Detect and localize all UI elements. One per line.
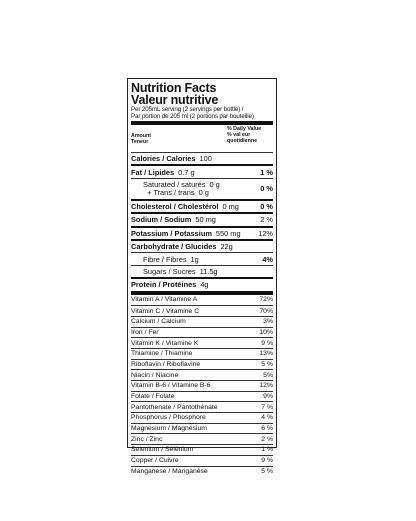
vitamin-row xyxy=(131,423,273,434)
vitamin-dv: 70% xyxy=(259,307,273,315)
sodium-dv: 2 % xyxy=(260,215,273,225)
vitamin-row xyxy=(131,412,273,423)
saturated-trans-dv: 0 % xyxy=(260,184,273,194)
vitamin-dv: 9 % xyxy=(261,457,273,465)
vitamin-row xyxy=(131,369,273,380)
vitamin-dv: 3% xyxy=(263,318,273,326)
potassium-label: Potassium / Potassium xyxy=(131,228,212,238)
fat-row xyxy=(131,166,273,177)
vitamin-label: Vitamin A / Vitamine A xyxy=(131,296,198,304)
vitamin-row xyxy=(131,359,273,370)
vitamin-dv: 9 % xyxy=(261,339,273,347)
vitamin-row xyxy=(131,348,273,359)
fibre-amount: 1g xyxy=(190,254,199,264)
vitamin-row xyxy=(131,316,273,327)
carbohydrate-row xyxy=(131,241,273,252)
carbohydrate-amount: 22g xyxy=(220,242,233,252)
vitamin-label: Pantothenate / Pantothénate xyxy=(131,403,218,411)
vitamin-dv: 10% xyxy=(259,328,273,336)
vitamin-row xyxy=(131,466,273,477)
cholesterol-amount: 0 mg xyxy=(222,201,239,211)
vitamin-row xyxy=(131,337,273,348)
vitamin-label: Manganese / Manganèse xyxy=(131,467,208,475)
fat-label: Fat / Lipides xyxy=(131,167,175,177)
vitamin-dv: 9% xyxy=(263,393,273,401)
vitamin-row xyxy=(131,391,273,402)
sugars-amount: 11.5g xyxy=(199,266,218,276)
serving-english: Per 205mL serving (2 servings per bottle) / xyxy=(131,106,244,113)
amount-english: Amount xyxy=(131,133,152,139)
vitamin-row xyxy=(131,327,273,338)
cholesterol-dv: 0 % xyxy=(260,201,273,211)
cholesterol-row xyxy=(131,201,273,212)
saturated-trans-row xyxy=(131,179,273,199)
vitamin-dv: 1 % xyxy=(261,446,273,454)
fibre-label: Fibre / Fibres xyxy=(143,254,187,264)
vitamin-mineral-list xyxy=(131,295,273,477)
title-french: Valeur nutritive xyxy=(131,93,219,107)
vitamin-label: Vitamin B-6 / Vitamine B-6 xyxy=(131,382,211,390)
calories-value: 100 xyxy=(199,154,212,164)
vitamin-row xyxy=(131,305,273,316)
vitamin-label: Zinc / Zinc xyxy=(131,435,163,443)
vitamin-dv: 7 % xyxy=(261,403,273,411)
trans-amount: 0 g xyxy=(198,187,209,197)
daily-value-header xyxy=(227,126,273,152)
vitamin-dv: 5 % xyxy=(261,467,273,475)
potassium-amount: 550 mg xyxy=(215,228,241,238)
fat-dv: 1 % xyxy=(260,167,273,177)
calories-label: Calories / Calories xyxy=(131,154,196,164)
vitamin-label: Copper / Cuivre xyxy=(131,457,179,465)
title-english: Nutrition Facts xyxy=(131,81,217,95)
fat-amount: 0.7 g xyxy=(178,167,195,177)
vitamin-row xyxy=(131,433,273,444)
vitamin-label: Niacin / Niacine xyxy=(131,371,179,379)
carbohydrate-label: Carbohydrate / Glucides xyxy=(131,242,217,252)
sodium-row xyxy=(131,214,273,225)
vitamin-label: Iron / Fer xyxy=(131,328,159,336)
nutrition-facts-panel xyxy=(127,78,277,475)
fibre-dv: 4% xyxy=(262,254,273,264)
fibre-row xyxy=(131,253,273,264)
sugars-row xyxy=(131,266,273,277)
saturated-amount: 0 g xyxy=(209,179,220,189)
vitamin-dv: 5% xyxy=(263,371,273,379)
daily-value-english: % Daily Value xyxy=(227,126,262,132)
vitamin-row xyxy=(131,444,273,455)
vitamin-row xyxy=(131,295,273,306)
potassium-dv: 12% xyxy=(258,228,273,238)
vitamin-label: Riboflavin / Riboflavine xyxy=(131,360,201,368)
sodium-amount: 50 mg xyxy=(195,215,216,225)
vitamin-label: Phosphorus / Phosphore xyxy=(131,414,206,422)
vitamin-dv: 12% xyxy=(259,382,273,390)
potassium-row xyxy=(131,228,273,239)
column-header xyxy=(131,125,273,152)
amount-header xyxy=(131,126,151,152)
protein-label: Protein / Protéines xyxy=(131,280,197,290)
vitamin-dv: 4 % xyxy=(261,414,273,422)
sugars-label: Sugars / Sucres xyxy=(143,266,196,276)
daily-value-french: % val eur quotidienne xyxy=(227,132,258,145)
vitamin-dv: 5 % xyxy=(261,360,273,368)
vitamin-row xyxy=(131,455,273,466)
vitamin-row xyxy=(131,401,273,412)
trans-label: + Trans / trans xyxy=(147,187,195,197)
vitamin-dv: 72% xyxy=(259,296,273,304)
calories-row xyxy=(131,153,273,164)
vitamin-dv: 6 % xyxy=(261,425,273,433)
vitamin-label: Calcium / Calcium xyxy=(131,318,186,326)
serving-french: Par portion de 205 ml (2 portions par bouteille) xyxy=(131,113,254,120)
saturated-label: Saturated / saturés xyxy=(143,179,206,189)
vitamin-label: Selenium / Sélénium xyxy=(131,446,194,454)
cholesterol-label: Cholesterol / Cholestérol xyxy=(131,201,219,211)
vitamin-label: Folate / Folate xyxy=(131,393,175,401)
protein-row xyxy=(131,279,273,290)
amount-french: Teneur xyxy=(131,139,149,146)
vitamin-label: Vitamin C / Vitamine C xyxy=(131,307,200,315)
vitamin-row xyxy=(131,380,273,391)
protein-amount: 4g xyxy=(200,280,209,290)
vitamin-label: Magnesium / Magnésium xyxy=(131,425,207,433)
vitamin-label: Thiamine / Thiamine xyxy=(131,350,193,358)
vitamin-dv: 2 % xyxy=(261,435,273,443)
sodium-label: Sodium / Sodium xyxy=(131,215,192,225)
vitamin-label: Vitamin K / Vitamine K xyxy=(131,339,199,347)
vitamin-dv: 13% xyxy=(259,350,273,358)
